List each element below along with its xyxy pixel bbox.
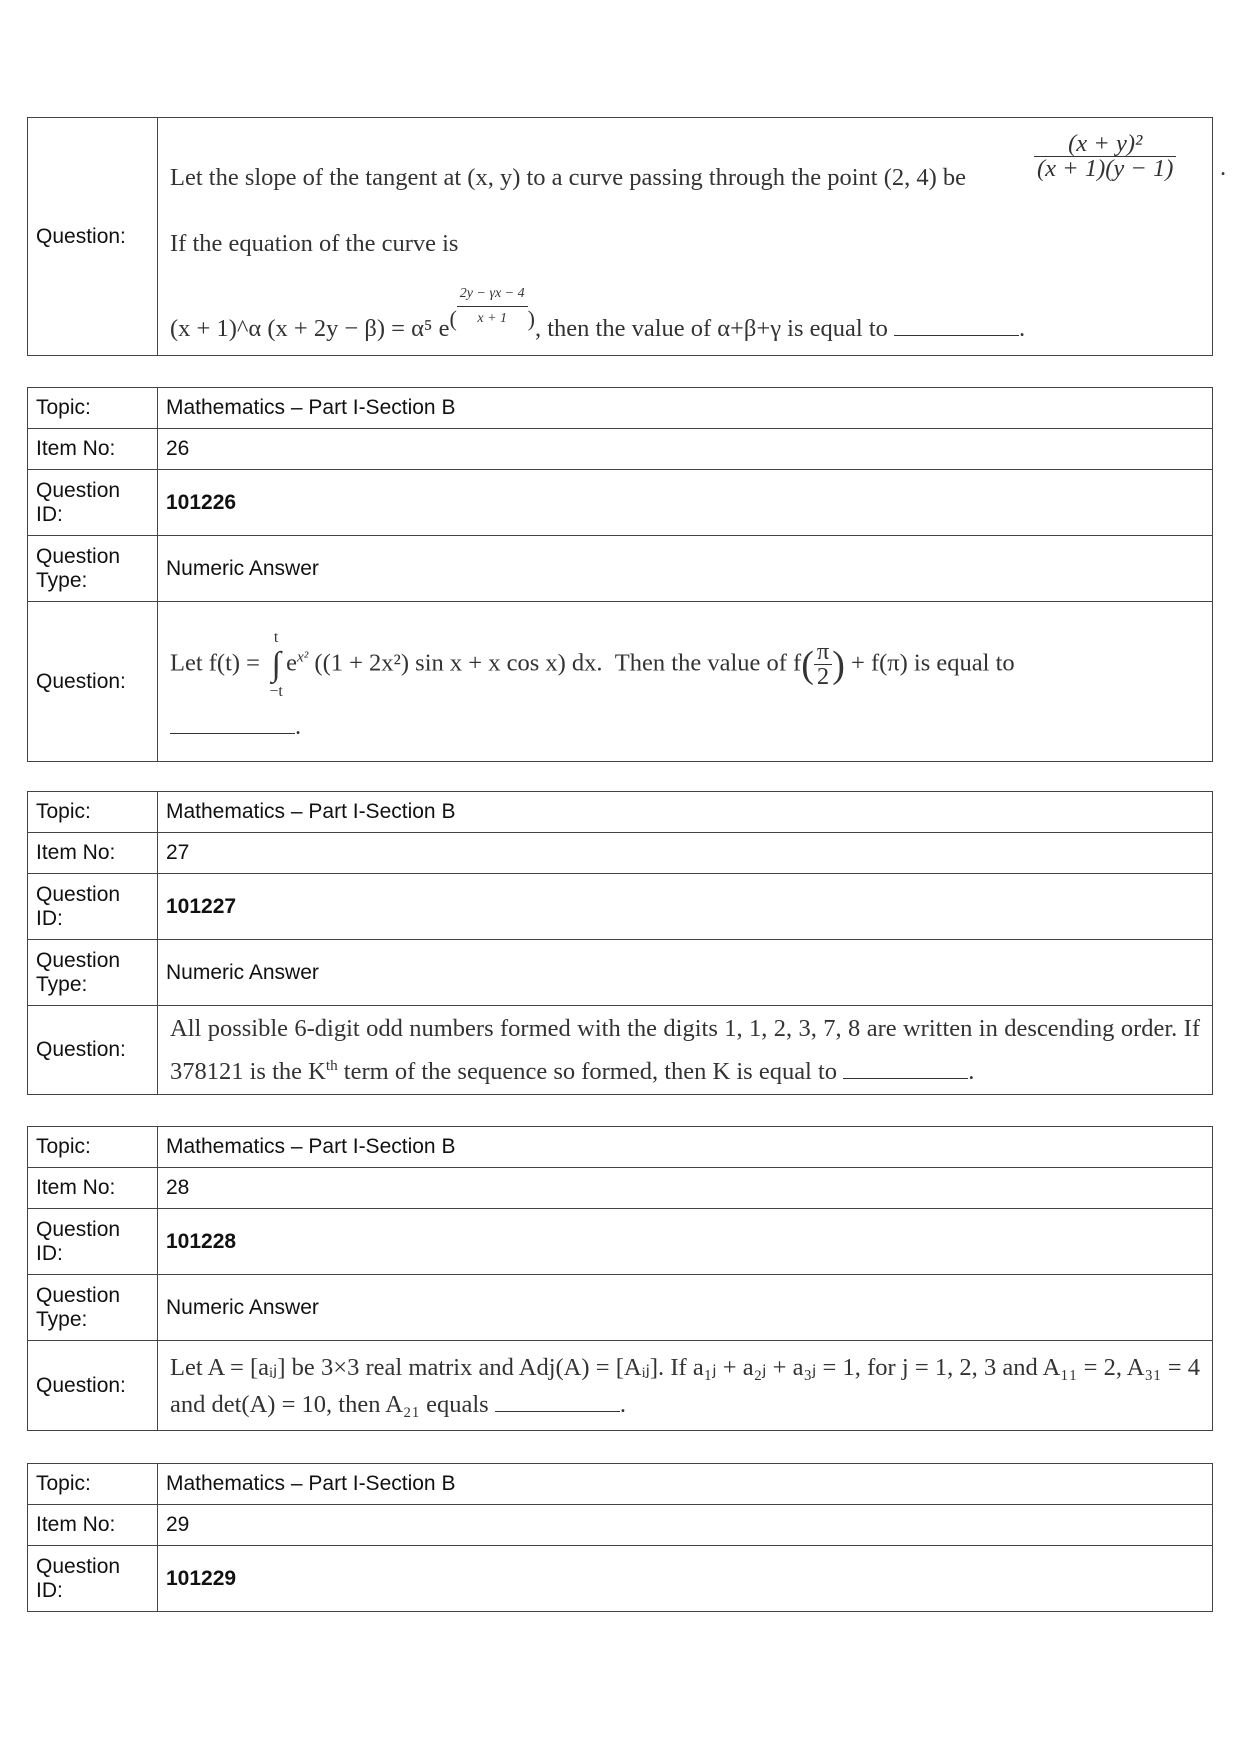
topic-value: Mathematics – Part I-Section B <box>158 388 1213 429</box>
question-text: Let f(t) = t ∫ −t $e^{x^2}$ ((1 + 2x²) sin x + x cos x) dx. Then the value of f( $\frac{\pi}{2}$ ) + f(π) is equal to . <box>158 602 1213 762</box>
question-label: Question: <box>28 1006 158 1095</box>
question-text: Let A = [aᵢⱼ] be 3×3 real matrix and Adj(A) = [Aᵢⱼ]. If a₁ⱼ + a₂ⱼ + a₃ⱼ = 1, for j = 1, 2, 3 and A₁₁ = 2, A₃₁ = 4 and det(A) = 10, then A₂₁ equals . <box>158 1341 1213 1431</box>
pi-half-fraction: $\frac{\pi}{2}$ <box>814 640 832 689</box>
frac-denominator: (x + 1)(y − 1) <box>1037 155 1174 182</box>
q-line1: Let the slope of the tangent at (x, y) to a curve passing through the point (2, 4) be <box>170 164 967 191</box>
answer-blank <box>894 317 1019 336</box>
qid-label: Question ID: <box>28 1546 158 1612</box>
qid-value: 101228 <box>158 1209 1213 1275</box>
item-value: 27 <box>158 833 1213 874</box>
item-label: Item No: <box>28 1168 158 1209</box>
question-table-26 <box>27 387 1213 762</box>
qid-value: 101229 <box>158 1546 1213 1612</box>
q-line2: If the equation of the curve is <box>170 230 459 257</box>
question-table-29 <box>27 1463 1213 1612</box>
answer-blank <box>843 1060 968 1079</box>
exponent-fraction: $\frac{2y - \gamma x - 4}{x + 1}$ <box>457 282 528 331</box>
topic-value: Mathematics – Part I-Section B <box>158 1464 1213 1505</box>
qtype-value: Numeric Answer <box>158 536 1213 602</box>
item-label: Item No: <box>28 833 158 874</box>
qid-value: 101227 <box>158 874 1213 940</box>
qid-value: 101226 <box>158 470 1213 536</box>
qtype-label: Question Type: <box>28 940 158 1006</box>
answer-blank <box>170 715 295 734</box>
topic-value: Mathematics – Part I-Section B <box>158 1127 1213 1168</box>
q-line3: (x + 1)^α (x + 2y − β) = α⁵ e( $\frac{2y - \gamma x - 4}{x + 1}$ ), then the value of α+β+γ is equal to . <box>170 282 1204 341</box>
question-text: All possible 6-digit odd numbers formed with the digits 1, 1, 2, 3, 7, 8 are written in descending order. If 378121 is the $K^{th}$ term of the sequence so formed, then K is equal to . <box>158 1006 1213 1095</box>
qid-label: Question ID: <box>28 1209 158 1275</box>
topic-label: Topic: <box>28 1127 158 1168</box>
item-value: 26 <box>158 429 1213 470</box>
question-text: Let the slope of the tangent at (x, y) to a curve passing through the point (2, 4) be $\frac{\text{(x + y)²}}{(x + 1)(y - 1)}$ . If the equation of the curve is (x + 1)^α (x + 2y − β) = α⁵ e( $\frac{2y - \gamma x - 4}{x + 1}$ ), then the value of α+β+γ is equal to . <box>158 118 1213 356</box>
topic-label: Topic: <box>28 792 158 833</box>
qtype-label: Question Type: <box>28 1275 158 1341</box>
item-value: 28 <box>158 1168 1213 1209</box>
question-label: Question: <box>28 1341 158 1431</box>
question-label: Question: <box>28 118 158 356</box>
qtype-value: Numeric Answer <box>158 940 1213 1006</box>
frac-numerator: (x + y)² <box>1034 132 1176 157</box>
topic-label: Topic: <box>28 388 158 429</box>
curve-lhs: (x + 1)^α (x + 2y − β) = α⁵ e <box>170 315 450 342</box>
item-label: Item No: <box>28 1505 158 1546</box>
question-table-28 <box>27 1126 1213 1431</box>
qtype-label: Question Type: <box>28 536 158 602</box>
item-label: Item No: <box>28 429 158 470</box>
qid-label: Question ID: <box>28 874 158 940</box>
integral-sign: t ∫ −t <box>269 628 283 700</box>
curve-rhs: , then the value of α+β+γ is equal to <box>534 315 888 342</box>
topic-value: Mathematics – Part I-Section B <box>158 792 1213 833</box>
qtype-value: Numeric Answer <box>158 1275 1213 1341</box>
slope-fraction <box>1034 132 1176 181</box>
item-value: 29 <box>158 1505 1213 1546</box>
topic-label: Topic: <box>28 1464 158 1505</box>
question-table-27 <box>27 791 1213 1095</box>
answer-blank <box>495 1393 620 1412</box>
question-table-25 <box>27 117 1227 356</box>
q26-line1: Let f(t) = t ∫ −t $e^{x^2}$ ((1 + 2x²) sin x + x cos x) dx. Then the value of f( $\frac{\pi}{2}$ ) + f(π) is equal to <box>170 628 1015 700</box>
qid-label: Question ID: <box>28 470 158 536</box>
question-label: Question: <box>28 602 158 762</box>
